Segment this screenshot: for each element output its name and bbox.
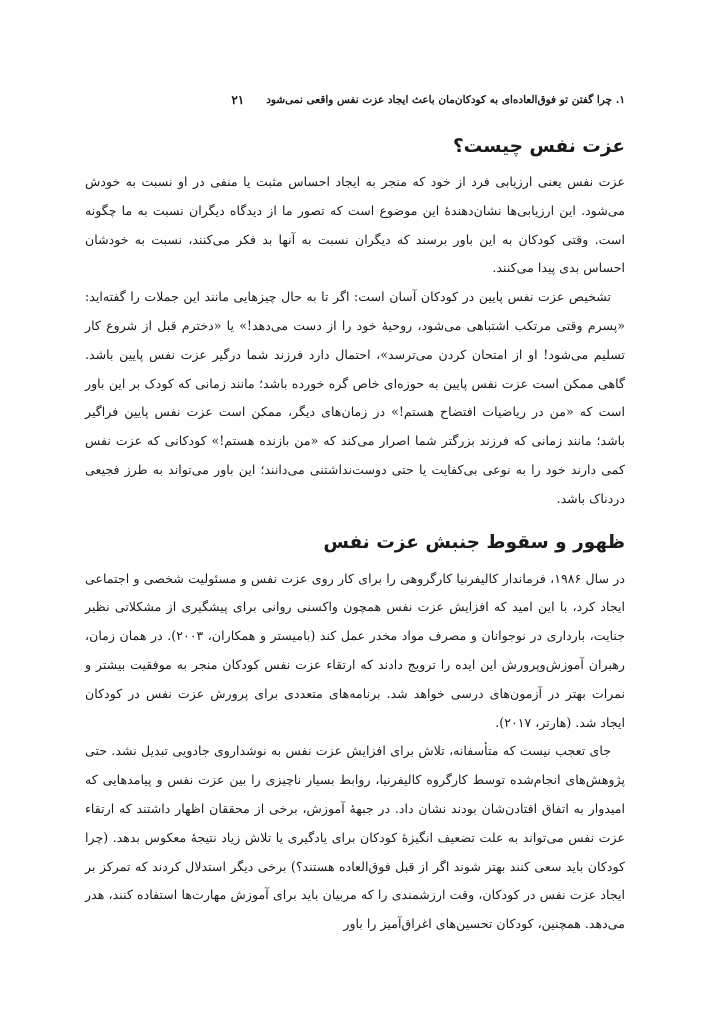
page-body [85, 132, 625, 939]
paragraph: در سال ۱۹۸۶، فرماندار کالیفرنیا کارگروهی را برای کار روی عزت نفس و مسئولیت شخصی و اجتماعی ایجاد کرد، با این امید که افزایش عزت نفس همچون واکسنی روانی برای پیشگیری از مشکلاتی نظیر جنایت، بارداری در نوجوانان و مصرف مواد مخدر عمل کند (بامیستر و همکاران، ۲۰۰۳). در همان زمان، رهبران آموزش‌وپرورش این ایده را ترویج دادند که ارتقاء عزت نفس کودکان منجر به موفقیت بیشتر و نمرات بهتر در آزمون‌های درسی خواهد شد. برنامه‌های متعددی برای پرورش عزت نفس در کودکان ایجاد شد. (هارتر، ۲۰۱۷). [85, 570, 626, 730]
paragraph: جای تعجب نیست که متأسفانه، تلاش برای افزایش عزت نفس به نوشداروی جادویی تبدیل نشد. حتی پژوهش‌های انجام‌شده توسط کارگروه کالیفرنیا، روابط بسیار ناچیزی را بین عزت نفس و پیامدهایی که امیدوار به اتفاق افتادن‌شان بودند نشان داد. در جبههٔ آموزش، برخی از محققان اظهار داشتند که ارتقاء عزت نفس می‌تواند به علت تضعیف انگیزهٔ کودکان برای یادگیری یا تلاش زیاد نتیجهٔ معکوس بدهد. (چرا کودکان باید سعی کنند بهتر شوند اگر از قبل فوق‌العاده هستند؟) برخی دیگر استدلال کردند که تمرکز بر ایجاد عزت نفس در کودکان، وقت ارزشمندی را که مربیان باید برای آموزش مهارت‌ها استفاده کنند، هدر می‌دهد. همچنین، کودکان تحسین‌های اغراق‌آمیز را باور [85, 743, 625, 932]
section-heading: عزت نفس چیست؟ [452, 136, 625, 157]
paragraph: تشخیص عزت نفس پایین در کودکان آسان است: اگر تا به حال چیزهایی مانند این جملات را گفته‌اید: «پسرم وقتی مرتکب اشتباهی می‌شود، روحیهٔ خود را از دست می‌دهد!» یا «دخترم قبل از شروع کار تسلیم می‌شود! او از امتحان کردن می‌ترسد»، احتمال دارد فرزند شما درگیر عزت نفس پایین باشد. گاهی ممکن است عزت نفس پایین به حوزه‌ای خاص گره خورده باشد؛ مانند زمانی که کودک بر این باور است که «من در ریاضیات افتضاح هستم!» در زمان‌های دیگر، ممکن است عزت نفس پایین فراگیر باشد؛ مانند زمانی که فرزند بزرگتر شما اصرار می‌کند که «من بازنده هستم!» کودکانی که عزت نفس کمی دارند خود را به نوعی بی‌کفایت یا حتی دوست‌نداشتنی می‌دانند؛ این باور می‌تواند به طرز فجیعی دردناک باشد. [85, 289, 625, 506]
section-heading: ظهور و سقوط جنبش عزت نفس [323, 531, 625, 553]
running-title: ۱. چرا گفتن تو فوق‌العاده‌ای به کودکان‌مان باعث ایجاد عزت نفس واقعی نمی‌شود [266, 94, 625, 106]
page-number: ۲۱ [231, 93, 245, 107]
running-header [85, 92, 625, 108]
paragraph: عزت نفس یعنی ارزیابی فرد از خود که منجر به ایجاد احساس مثبت یا منفی در او نسبت به خودش می‌شود. این ارزیابی‌ها نشان‌دهندهٔ این موضوع است که تصور ما از دیدگاه دیگران نسبت به ما چگونه است. وقتی کودکان به این باور برسند که دیگران نسبت به آنها بد فکر می‌کنند، نسبت به خودشان احساس بدی پیدا می‌کنند. [85, 174, 625, 276]
